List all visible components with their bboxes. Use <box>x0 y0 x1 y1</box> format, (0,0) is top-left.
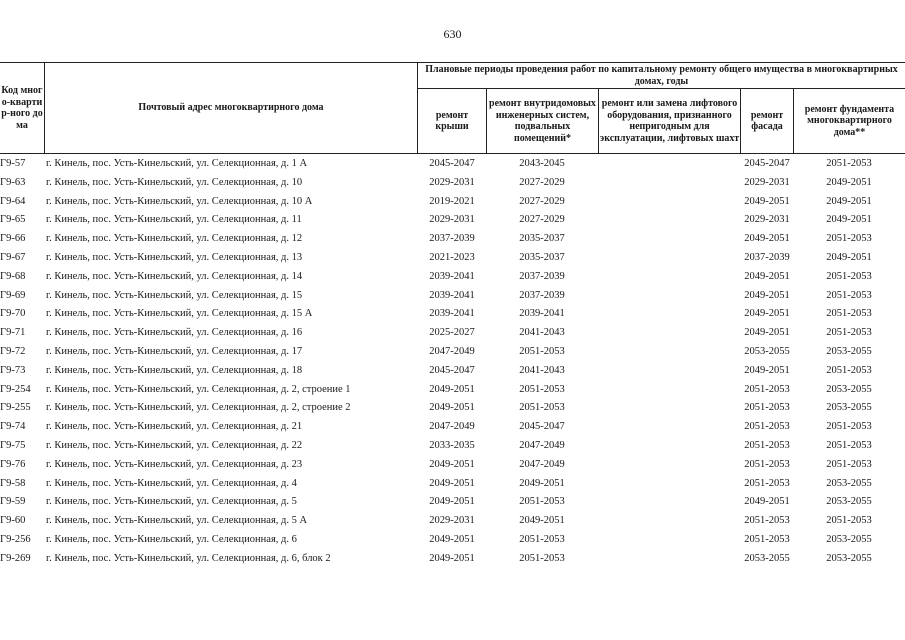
cell-foundation: 2051-2053 <box>826 327 872 339</box>
cell-facade: 2049-2051 <box>744 195 790 207</box>
cell-engineering: 2051-2053 <box>519 402 565 414</box>
cell-foundation: 2049-2051 <box>826 176 872 188</box>
cell-foundation: 2051-2053 <box>826 439 872 451</box>
cell-roof: 2025-2027 <box>429 327 475 339</box>
table-body <box>0 155 905 569</box>
cell-foundation: 2053-2055 <box>826 402 872 414</box>
cell-engineering: 2037-2039 <box>519 289 565 301</box>
header-bottom-rule <box>0 153 905 154</box>
cell-foundation: 2049-2051 <box>826 195 872 207</box>
cell-facade: 2051-2053 <box>744 533 790 545</box>
cell-code: Г9-68 <box>0 270 26 282</box>
cell-foundation: 2051-2053 <box>826 364 872 376</box>
table-row <box>0 268 905 287</box>
cell-engineering: 2051-2053 <box>519 383 565 395</box>
header-address: Почтовый адрес многоквартирного дома <box>138 102 324 114</box>
cell-address: г. Кинель, пос. Усть-Кинельский, ул. Селекционная, д. 10 <box>46 176 303 188</box>
cell-address: г. Кинель, пос. Усть-Кинельский, ул. Селекционная, д. 6 <box>46 533 297 545</box>
cell-address: г. Кинель, пос. Усть-Кинельский, ул. Селекционная, д. 5 А <box>46 515 308 527</box>
cell-facade: 2051-2053 <box>744 477 790 489</box>
cell-facade: 2051-2053 <box>744 458 790 470</box>
cell-address: г. Кинель, пос. Усть-Кинельский, ул. Селекционная, д. 2, строение 2 <box>46 402 351 414</box>
cell-engineering: 2051-2053 <box>519 345 565 357</box>
cell-roof: 2029-2031 <box>429 515 475 527</box>
cell-roof: 2033-2035 <box>429 439 475 451</box>
table-row <box>0 362 905 381</box>
table-row <box>0 493 905 512</box>
cell-roof: 2049-2051 <box>429 477 475 489</box>
cell-facade: 2029-2031 <box>744 214 790 226</box>
table-row <box>0 531 905 550</box>
cell-facade: 2051-2053 <box>744 515 790 527</box>
cell-engineering: 2027-2029 <box>519 176 565 188</box>
cell-address: г. Кинель, пос. Усть-Кинельский, ул. Селекционная, д. 22 <box>46 439 303 451</box>
cell-code: Г9-73 <box>0 364 26 376</box>
cell-code: Г9-72 <box>0 345 26 357</box>
cell-facade: 2053-2055 <box>744 552 790 564</box>
header-roof: ремонт крыши <box>435 109 469 132</box>
cell-address: г. Кинель, пос. Усть-Кинельский, ул. Селекционная, д. 12 <box>46 233 303 245</box>
header-elevator: ремонт или замена лифтового оборудования, признанного непригодным для эксплуатации, лифтовых шахт <box>599 98 740 144</box>
page-number: 630 <box>443 27 462 41</box>
cell-facade: 2049-2051 <box>744 270 790 282</box>
cell-engineering: 2041-2043 <box>519 364 565 376</box>
cell-roof: 2029-2031 <box>429 214 475 226</box>
cell-code: Г9-58 <box>0 477 26 489</box>
cell-code: Г9-67 <box>0 251 26 263</box>
cell-foundation: 2053-2055 <box>826 345 872 357</box>
cell-address: г. Кинель, пос. Усть-Кинельский, ул. Селекционная, д. 4 <box>46 477 297 489</box>
header-engineering: ремонт внутридомовых инженерных систем, подвальных помещений* <box>489 98 596 144</box>
cell-code: Г9-269 <box>0 552 31 564</box>
cell-address: г. Кинель, пос. Усть-Кинельский, ул. Селекционная, д. 16 <box>46 327 303 339</box>
cell-address: г. Кинель, пос. Усть-Кинельский, ул. Селекционная, д. 21 <box>46 421 303 433</box>
cell-roof: 2039-2041 <box>429 289 475 301</box>
cell-facade: 2049-2051 <box>744 364 790 376</box>
cell-facade: 2051-2053 <box>744 402 790 414</box>
cell-address: г. Кинель, пос. Усть-Кинельский, ул. Селекционная, д. 1 А <box>46 158 308 169</box>
cell-code: Г9-76 <box>0 458 26 470</box>
cell-roof: 2019-2021 <box>429 195 475 207</box>
cell-foundation: 2053-2055 <box>826 383 872 395</box>
table-row <box>0 155 905 174</box>
cell-code: Г9-65 <box>0 214 26 226</box>
header-periods-group: Плановые периоды проведения работ по капитальному ремонту общего имущества в многоквартирных домах, годы <box>425 64 898 87</box>
cell-address: г. Кинель, пос. Усть-Кинельский, ул. Селекционная, д. 17 <box>46 345 303 357</box>
cell-roof: 2037-2039 <box>429 233 475 245</box>
cell-foundation: 2051-2053 <box>826 289 872 301</box>
header-facade: ремонт фасада <box>750 109 784 132</box>
table-row <box>0 193 905 212</box>
cell-engineering: 2051-2053 <box>519 533 565 545</box>
cell-code: Г9-70 <box>0 308 26 320</box>
cell-code: Г9-60 <box>0 515 26 527</box>
table-row <box>0 249 905 268</box>
cell-address: г. Кинель, пос. Усть-Кинельский, ул. Селекционная, д. 6, блок 2 <box>46 552 331 564</box>
cell-code: Г9-59 <box>0 496 26 508</box>
cell-roof: 2049-2051 <box>429 533 475 545</box>
cell-foundation: 2049-2051 <box>826 251 872 263</box>
table-row <box>0 399 905 418</box>
table-row <box>0 381 905 400</box>
cell-facade: 2049-2051 <box>744 496 790 508</box>
cell-address: г. Кинель, пос. Усть-Кинельский, ул. Селекционная, д. 14 <box>46 270 303 282</box>
cell-roof: 2039-2041 <box>429 308 475 320</box>
cell-address: г. Кинель, пос. Усть-Кинельский, ул. Селекционная, д. 2, строение 1 <box>46 383 351 395</box>
cell-foundation: 2053-2055 <box>826 533 872 545</box>
cell-roof: 2049-2051 <box>429 496 475 508</box>
cell-roof: 2045-2047 <box>429 158 475 169</box>
cell-code: Г9-71 <box>0 327 26 339</box>
cell-engineering: 2027-2029 <box>519 195 565 207</box>
cell-foundation: 2053-2055 <box>826 552 872 564</box>
cell-roof: 2049-2051 <box>429 402 475 414</box>
table-row <box>0 418 905 437</box>
cell-roof: 2029-2031 <box>429 176 475 188</box>
cell-engineering: 2045-2047 <box>519 421 565 433</box>
cell-engineering: 2047-2049 <box>519 439 565 451</box>
cell-engineering: 2037-2039 <box>519 270 565 282</box>
cell-address: г. Кинель, пос. Усть-Кинельский, ул. Селекционная, д. 15 А <box>46 308 313 320</box>
table-row <box>0 437 905 456</box>
table-row <box>0 550 905 569</box>
header-foundation: ремонт фундамента многоквартирного дома** <box>804 103 895 138</box>
cell-facade: 2053-2055 <box>744 345 790 357</box>
cell-facade: 2051-2053 <box>744 383 790 395</box>
cell-code: Г9-75 <box>0 439 26 451</box>
cell-code: Г9-63 <box>0 176 26 188</box>
cell-foundation: 2051-2053 <box>826 458 872 470</box>
table-row <box>0 475 905 494</box>
table-row <box>0 211 905 230</box>
cell-address: г. Кинель, пос. Усть-Кинельский, ул. Селекционная, д. 15 <box>46 289 303 301</box>
cell-foundation: 2053-2055 <box>826 496 872 508</box>
cell-code: Г9-256 <box>0 533 31 545</box>
cell-facade: 2037-2039 <box>744 251 790 263</box>
table-row <box>0 512 905 531</box>
table-row <box>0 287 905 306</box>
cell-roof: 2047-2049 <box>429 421 475 433</box>
cell-engineering: 2027-2029 <box>519 214 565 226</box>
cell-engineering: 2051-2053 <box>519 496 565 508</box>
table-row <box>0 174 905 193</box>
cell-facade: 2051-2053 <box>744 439 790 451</box>
cell-facade: 2049-2051 <box>744 289 790 301</box>
cell-foundation: 2051-2053 <box>826 233 872 245</box>
cell-code: Г9-64 <box>0 195 26 207</box>
cell-foundation: 2049-2051 <box>826 214 872 226</box>
table-row <box>0 324 905 343</box>
cell-code: Г9-66 <box>0 233 26 245</box>
cell-roof: 2021-2023 <box>429 251 475 263</box>
cell-address: г. Кинель, пос. Усть-Кинельский, ул. Селекционная, д. 13 <box>46 251 303 263</box>
cell-address: г. Кинель, пос. Усть-Кинельский, ул. Селекционная, д. 10 А <box>46 195 313 207</box>
cell-code: Г9-69 <box>0 289 26 301</box>
table-row <box>0 456 905 475</box>
cell-facade: 2049-2051 <box>744 233 790 245</box>
cell-engineering: 2035-2037 <box>519 251 565 263</box>
cell-address: г. Кинель, пос. Усть-Кинельский, ул. Селекционная, д. 5 <box>46 496 297 508</box>
cell-facade: 2049-2051 <box>744 327 790 339</box>
cell-engineering: 2043-2045 <box>519 158 565 169</box>
cell-roof: 2039-2041 <box>429 270 475 282</box>
cell-address: г. Кинель, пос. Усть-Кинельский, ул. Селекционная, д. 11 <box>46 214 302 226</box>
cell-engineering: 2049-2051 <box>519 515 565 527</box>
cell-engineering: 2051-2053 <box>519 552 565 564</box>
cell-engineering: 2047-2049 <box>519 458 565 470</box>
cell-facade: 2045-2047 <box>744 158 790 169</box>
cell-roof: 2047-2049 <box>429 345 475 357</box>
cell-code: Г9-74 <box>0 421 26 433</box>
table-row <box>0 230 905 249</box>
cell-foundation: 2053-2055 <box>826 477 872 489</box>
cell-foundation: 2051-2053 <box>826 158 872 169</box>
cell-code: Г9-254 <box>0 383 31 395</box>
cell-foundation: 2051-2053 <box>826 515 872 527</box>
cell-address: г. Кинель, пос. Усть-Кинельский, ул. Селекционная, д. 18 <box>46 364 303 376</box>
cell-address: г. Кинель, пос. Усть-Кинельский, ул. Селекционная, д. 23 <box>46 458 303 470</box>
cell-engineering: 2041-2043 <box>519 327 565 339</box>
cell-foundation: 2051-2053 <box>826 421 872 433</box>
table-row <box>0 343 905 362</box>
cell-engineering: 2049-2051 <box>519 477 565 489</box>
cell-engineering: 2039-2041 <box>519 308 565 320</box>
cell-facade: 2049-2051 <box>744 308 790 320</box>
header-code: Код много-квартир-ного дома <box>1 85 43 131</box>
cell-foundation: 2051-2053 <box>826 270 872 282</box>
cell-roof: 2049-2051 <box>429 458 475 470</box>
cell-engineering: 2035-2037 <box>519 233 565 245</box>
cell-foundation: 2051-2053 <box>826 308 872 320</box>
cell-roof: 2049-2051 <box>429 383 475 395</box>
cell-facade: 2029-2031 <box>744 176 790 188</box>
cell-facade: 2051-2053 <box>744 421 790 433</box>
cell-roof: 2045-2047 <box>429 364 475 376</box>
cell-code: Г9-57 <box>0 158 26 169</box>
cell-roof: 2049-2051 <box>429 552 475 564</box>
table-row <box>0 305 905 324</box>
cell-code: Г9-255 <box>0 402 31 414</box>
